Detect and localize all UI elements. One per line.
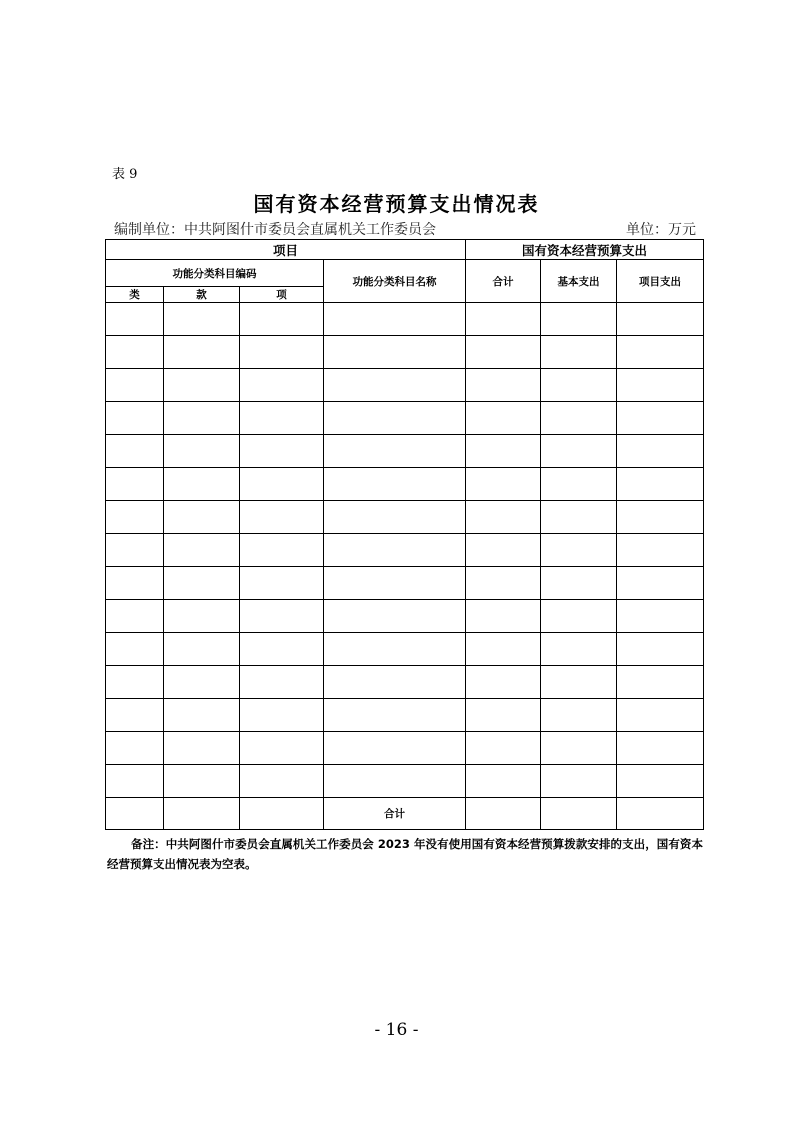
table-cell xyxy=(240,666,324,699)
table-cell xyxy=(106,303,164,336)
table-cell xyxy=(324,732,466,765)
table-cell xyxy=(466,567,541,600)
table-row xyxy=(106,534,704,567)
table-cell xyxy=(466,600,541,633)
page-number: - 16 - xyxy=(374,1020,419,1040)
table-cell xyxy=(240,336,324,369)
header-kuan: 款 xyxy=(164,287,240,303)
table-cell xyxy=(617,369,704,402)
table-cell xyxy=(617,402,704,435)
table-cell xyxy=(164,501,240,534)
table-cell xyxy=(541,699,617,732)
table-cell xyxy=(541,369,617,402)
table-cell xyxy=(617,633,704,666)
header-function-code: 功能分类科目编码 xyxy=(106,260,324,287)
table-cell xyxy=(541,468,617,501)
table-cell xyxy=(466,666,541,699)
table-cell xyxy=(617,732,704,765)
header-function-name: 功能分类科目名称 xyxy=(324,260,466,303)
table-cell xyxy=(466,798,541,830)
table-cell xyxy=(617,567,704,600)
table-cell xyxy=(106,468,164,501)
table-row xyxy=(106,600,704,633)
table-cell xyxy=(106,765,164,798)
table-cell xyxy=(106,732,164,765)
table-cell xyxy=(617,501,704,534)
table-cell xyxy=(240,732,324,765)
table-cell xyxy=(541,567,617,600)
table-cell xyxy=(106,798,164,830)
table-cell xyxy=(240,699,324,732)
total-row xyxy=(106,798,704,830)
table-row xyxy=(106,765,704,798)
table-cell xyxy=(240,369,324,402)
table-number: 表 9 xyxy=(112,167,138,182)
table-cell xyxy=(617,303,704,336)
table-cell xyxy=(541,798,617,830)
header-project-expenditure: 项目支出 xyxy=(617,260,704,303)
table-cell xyxy=(324,633,466,666)
table-cell xyxy=(164,798,240,830)
table-row xyxy=(106,501,704,534)
table-cell xyxy=(324,402,466,435)
table-cell xyxy=(617,435,704,468)
table-cell xyxy=(617,666,704,699)
table-cell xyxy=(164,765,240,798)
table-cell xyxy=(164,699,240,732)
header-lei: 类 xyxy=(106,287,164,303)
table-row xyxy=(106,699,704,732)
table-cell xyxy=(466,633,541,666)
table-cell xyxy=(324,303,466,336)
remark-note: 备注：中共阿图什市委员会直属机关工作委员会 2023 年没有使用国有资本经营预算拨款安排的支出，国有资本经营预算支出情况表为空表。 xyxy=(107,837,703,871)
table-cell xyxy=(164,303,240,336)
table-cell xyxy=(324,369,466,402)
table-cell xyxy=(106,699,164,732)
header-basic-expenditure: 基本支出 xyxy=(541,260,617,303)
table-cell xyxy=(541,633,617,666)
table-cell xyxy=(324,435,466,468)
table-cell xyxy=(466,501,541,534)
table-cell xyxy=(466,369,541,402)
table-cell xyxy=(164,732,240,765)
table-cell xyxy=(106,369,164,402)
table-row xyxy=(106,336,704,369)
table-cell xyxy=(324,699,466,732)
header-row-1 xyxy=(106,240,704,260)
budget-expenditure-table xyxy=(105,239,704,830)
table-cell xyxy=(164,567,240,600)
table-cell xyxy=(106,633,164,666)
table-cell xyxy=(466,402,541,435)
table-row xyxy=(106,468,704,501)
table-cell xyxy=(106,501,164,534)
table-cell xyxy=(106,567,164,600)
table-cell xyxy=(541,336,617,369)
table-cell xyxy=(240,600,324,633)
table-cell xyxy=(164,336,240,369)
table-cell xyxy=(164,435,240,468)
table-cell xyxy=(617,468,704,501)
table-cell xyxy=(466,435,541,468)
table-cell xyxy=(240,303,324,336)
header-xiang: 项 xyxy=(240,287,324,303)
table-cell xyxy=(164,534,240,567)
table-cell xyxy=(164,666,240,699)
table-cell xyxy=(541,402,617,435)
table-cell xyxy=(240,501,324,534)
table-row xyxy=(106,732,704,765)
table-cell xyxy=(541,666,617,699)
table-cell xyxy=(240,402,324,435)
table-row xyxy=(106,633,704,666)
currency-unit: 单位：万元 xyxy=(626,222,696,238)
table-cell xyxy=(164,468,240,501)
table-cell xyxy=(466,303,541,336)
table-cell xyxy=(164,600,240,633)
table-cell xyxy=(106,534,164,567)
table-cell xyxy=(541,435,617,468)
table-row xyxy=(106,435,704,468)
table-cell xyxy=(466,336,541,369)
table-cell xyxy=(164,369,240,402)
table-cell xyxy=(240,567,324,600)
table-cell xyxy=(324,336,466,369)
table-cell xyxy=(240,633,324,666)
table-cell xyxy=(466,468,541,501)
table-cell xyxy=(324,666,466,699)
table-cell xyxy=(324,468,466,501)
table-cell xyxy=(466,765,541,798)
table-cell xyxy=(541,303,617,336)
table-cell xyxy=(324,600,466,633)
table-cell xyxy=(106,336,164,369)
table-cell xyxy=(617,336,704,369)
header-total: 合计 xyxy=(466,260,541,303)
table-cell xyxy=(617,699,704,732)
table-cell xyxy=(240,798,324,830)
table-cell xyxy=(106,666,164,699)
table-cell xyxy=(240,534,324,567)
preparing-unit: 编制单位：中共阿图什市委员会直属机关工作委员会 xyxy=(114,222,436,238)
table-cell xyxy=(541,501,617,534)
table-cell xyxy=(617,765,704,798)
table-cell xyxy=(324,501,466,534)
table-row xyxy=(106,666,704,699)
table-cell xyxy=(541,765,617,798)
table-cell xyxy=(240,435,324,468)
table-cell xyxy=(324,765,466,798)
header-project: 项目 xyxy=(106,240,466,260)
table-cell xyxy=(240,765,324,798)
table-row xyxy=(106,402,704,435)
table-cell xyxy=(466,699,541,732)
table-cell xyxy=(164,633,240,666)
document-title: 国有资本经营预算支出情况表 xyxy=(253,192,540,216)
table-cell xyxy=(240,468,324,501)
table-cell xyxy=(106,402,164,435)
table-row xyxy=(106,369,704,402)
table-cell xyxy=(466,732,541,765)
table-cell xyxy=(324,567,466,600)
table-cell xyxy=(324,534,466,567)
table-cell xyxy=(466,534,541,567)
header-budget-expenditure: 国有资本经营预算支出 xyxy=(466,240,704,260)
table-cell xyxy=(617,798,704,830)
table-cell xyxy=(106,435,164,468)
table-cell xyxy=(106,600,164,633)
table-cell xyxy=(617,600,704,633)
table-row xyxy=(106,567,704,600)
table-row xyxy=(106,303,704,336)
table-cell xyxy=(541,600,617,633)
table-cell xyxy=(164,402,240,435)
table-cell xyxy=(617,534,704,567)
table-cell xyxy=(541,534,617,567)
header-row-2 xyxy=(106,260,704,287)
total-row-label: 合计 xyxy=(324,798,466,830)
table-cell xyxy=(541,732,617,765)
